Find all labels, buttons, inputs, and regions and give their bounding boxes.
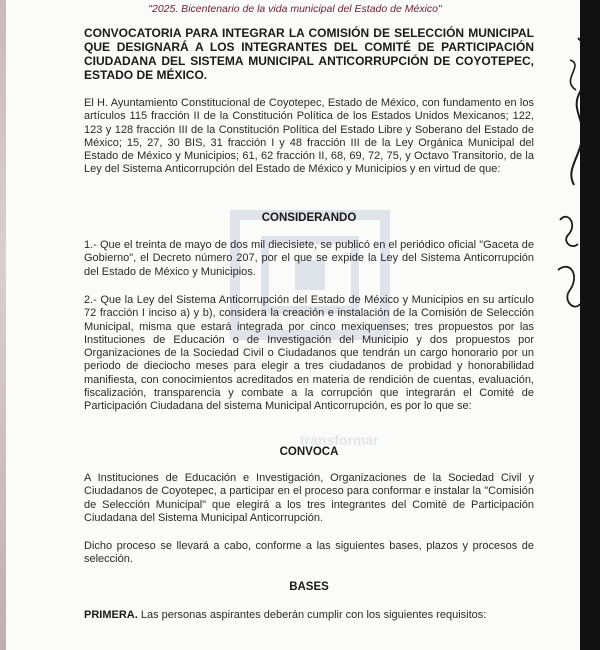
primera-label: PRIMERA. <box>84 609 138 621</box>
considerando-item-2: 2.- Que la Ley del Sistema Anticorrupción del Estado de México y Municipios en su artículo 72 fracción I inciso a) y b), considera la creación e instalación de la Comisión de Selección Municipal, misma que estará integrada por cinco mexiquenses; tres propuestos por las Instituciones de Educación o de Investigación del Municipio y dos propuestos por Organizaciones de la Sociedad Civil o Ciudadanos que tendrán un cargo honorario por un periodo de dieciocho meses para elegir a tres ciudadanos de probidad y honorabilidad manifiesta, con conocimientos acreditados en materia de rendición de cuentas, evaluación, fiscalización, transparencia y combate a la corrupción que integrarán el Comité de Participación Ciudadana del sistema Municipal Anticorrupción, es por lo que se: <box>84 294 534 413</box>
document-title: CONVOCATORIA PARA INTEGRAR LA COMISIÓN DE SELECCIÓN MUNICIPAL QUE DESIGNARÁ A LOS INTEGRANTES DEL COMITÉ DE PARTICIPACIÓN CIUDADANA DEL SISTEMA MUNICIPAL ANTICORRUPCIÓN DE COYOTEPEC, ESTADO DE MÉXICO. <box>84 26 534 82</box>
page-left-band <box>0 0 6 650</box>
convoca-paragraph: A Instituciones de Educación e Investigación, Organizaciones de la Sociedad Civil y Ciudadanos de Coyotepec, a participar en el proceso para conformar e instalar la "Comisión de Selección Municipal" que elegirá a los tres integrantes del Comité de Participación Ciudadana del Sistema Municipal Anticorrupción. <box>84 472 534 524</box>
considerando-heading: CONSIDERANDO <box>261 212 357 224</box>
page-header: "2025. Bicentenario de la vida municipal del Estado de México" <box>148 3 442 15</box>
page-right-edge <box>580 0 590 650</box>
bases-heading: BASES <box>289 581 329 593</box>
proceso-paragraph: Dicho proceso se llevará a cabo, conforme a las siguientes bases, plazos y procesos de selección. <box>84 540 534 566</box>
considerando-item-1: 1.- Que el treinta de mayo de dos mil diecisiete, se publicó en el periódico oficial "Gaceta de Gobierno", el Decreto número 207, por el que se expide la Ley del Sistema Anticorrupción del Estado de México y Municipios. <box>84 239 534 278</box>
primera-text: Las personas aspirantes deberán cumplir con los siguientes requisitos: <box>137 609 487 621</box>
convoca-heading: CONVOCA <box>279 446 339 458</box>
intro-paragraph: El H. Ayuntamiento Constitucional de Coyotepec, Estado de México, con fundamento en los artículos 115 fracción II de la Constitución Política de los Estados Unidos Mexicanos; 122, 123 y 128 fracción III de la Constitución Política del Estado Libre y Soberano del Estado de México; 15, 27, 30 BIS, 31 fracción I y 48 fracción III de la Ley Orgánica Municipal del Estado de México y Municipios; 61, 62 fracción II, 68, 69, 72, 75, y Octavo Transitorio, de la Ley del Sistema Anticorrupción del Estado de México y Municipios y en virtud de que: <box>84 97 534 176</box>
watermark-text: transformar <box>300 432 379 448</box>
primera-paragraph <box>84 609 534 622</box>
